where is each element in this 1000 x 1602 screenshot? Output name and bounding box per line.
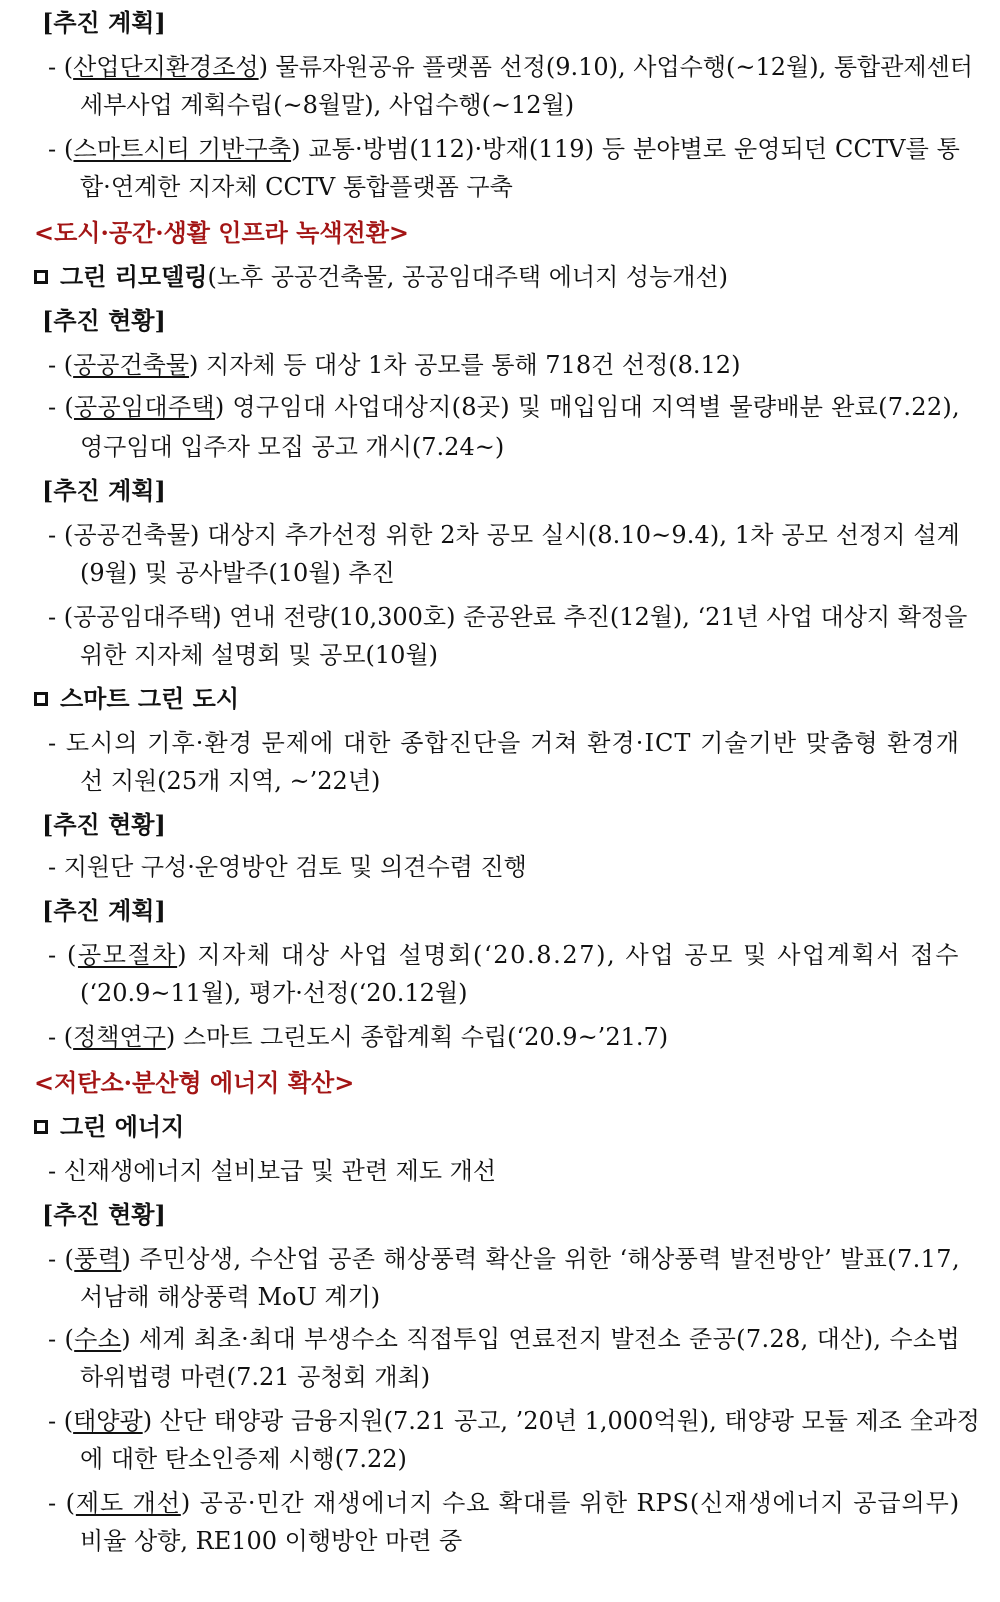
item-text: ) 주민상생, 수산업 공존 해상풍력 확산을 위한 ‘해상풍력 발전방안’ 발표(7.17, [121,1245,960,1273]
item-text: ) 영구임대 사업대상지(8곳) 및 매입임대 지역별 물량배분 완료(7.22), [214,393,960,421]
item-keyword: 정책연구 [73,1023,166,1051]
heading-title: 그린 에너지 [60,1112,185,1141]
item-text: ) 지자체 대상 사업 설명회(‘20.8.27), 사업 공모 및 사업계획서 접수 [177,941,960,969]
square-heading [34,262,1000,292]
continuation-line: (9월) 및 공사발주(10월) 추진 [80,559,395,587]
continuation-line: 에 대한 탄소인증제 시행(7.22) [80,1445,407,1473]
item-paren: ( [66,941,78,969]
continuation-line: 영구임대 입주자 모집 공고 개시(7.24~) [80,433,505,461]
section-label: [추진 현황] [42,1200,166,1229]
heading-title: 그린 리모델링 [60,262,208,291]
dash-bullet: - [48,521,64,549]
item-text: ) 공공·민간 재생에너지 수요 확대를 위한 RPS(신재생에너지 공급의무) [180,1489,960,1517]
item-text: 공공임대주택) 연내 전량(10,300호) 준공완료 추진(12월), ‘21년 사업 대상지 확정을 [73,603,968,631]
item-paren: ( [64,1245,75,1273]
square-bullet-icon [34,270,48,284]
item-text: 신재생에너지 설비보급 및 관련 제도 개선 [63,1157,497,1185]
dash-bullet: - [48,1245,65,1273]
dash-bullet: - [48,53,64,81]
item-text: ) 지자체 등 대상 1차 공모를 통해 718건 선정(8.12) [189,351,741,379]
section-label: [추진 계획] [42,476,166,505]
bullet-item [48,392,1000,422]
dash-bullet: - [48,1407,64,1435]
continuation-line: 하위법령 마련(7.21 공청회 개최) [80,1363,431,1391]
square-heading [34,684,1000,714]
bullet-item [48,350,1000,380]
item-keyword: 수소 [74,1325,122,1353]
dash-bullet: - [48,1023,64,1051]
section-label: [추진 현황] [42,810,166,839]
continuation-line: 비율 상향, RE100 이행방안 마련 중 [80,1527,463,1555]
continuation-line: 선 지원(25개 지역, ~’22년) [80,767,381,795]
bullet-item [48,602,1000,632]
item-text: ) 교통·방범(112)·방재(119) 등 분야별로 운영되던 CCTV를 통 [291,135,960,163]
continuation-line: 서남해 해상풍력 MoU 계기) [80,1283,381,1311]
item-paren: ( [63,1407,74,1435]
item-paren: ( [63,521,74,549]
continuation-line: (‘20.9~11월), 평가·선정(‘20.12월) [80,979,468,1007]
dash-bullet: - [48,603,64,631]
bullet-item [48,852,1000,882]
section-label: [추진 계획] [42,896,166,925]
square-bullet-icon [34,692,48,706]
item-text: ) 산단 태양광 금융지원(7.21 공고, ’20년 1,000억원), 태양광 모듈 제조 全과정 [142,1407,980,1435]
dash-bullet: - [48,941,67,969]
bullet-item [48,1324,1000,1354]
item-paren: ( [64,135,74,163]
item-text: 공공건축물) 대상지 추가선정 위한 2차 공모 실시(8.10~9.4), 1차 공모 선정지 설계 [73,521,960,549]
bullet-item [48,52,1000,82]
item-keyword: 제도 개선 [75,1489,181,1517]
dash-bullet: - [48,1489,66,1517]
dash-bullet: - [48,351,64,379]
heading-title: 스마트 그린 도시 [60,684,239,713]
item-paren: ( [64,393,74,421]
item-paren: ( [63,603,74,631]
item-paren: ( [63,1023,74,1051]
item-keyword: 풍력 [74,1245,122,1273]
category-heading: <도시·공간·생활 인프라 녹색전환> [34,218,410,247]
item-text: ) 스마트 그린도시 종합계획 수립(‘20.9~’21.7) [165,1023,669,1051]
dash-bullet: - [48,729,66,757]
bullet-item [48,1022,1000,1052]
heading-subtitle: (노후 공공건축물, 공공임대주택 에너지 성능개선) [207,263,729,291]
item-text: ) 물류자원공유 플랫폼 선정(9.10), 사업수행(~12월), 통합관제센터 [258,53,973,81]
dash-bullet: - [48,1157,64,1185]
bullet-item [48,134,1000,164]
item-paren: ( [64,1325,75,1353]
bullet-item [48,1156,1000,1186]
item-keyword: 공모절차 [77,941,178,969]
square-heading [34,1112,1000,1142]
bullet-item [48,520,1000,550]
dash-bullet: - [48,1325,65,1353]
item-keyword: 스마트시티 기반구축 [73,135,292,163]
item-keyword: 공공임대주택 [73,393,215,421]
item-keyword: 태양광 [73,1407,143,1435]
item-keyword: 공공건축물 [73,351,190,379]
item-paren: ( [63,53,74,81]
dash-bullet: - [48,853,64,881]
item-text: ) 세계 최초·최대 부생수소 직접투입 연료전지 발전소 준공(7.28, 대산), 수소법 [121,1325,960,1353]
item-keyword: 산업단지환경조성 [73,53,259,81]
item-text: 지원단 구성·운영방안 검토 및 의견수렴 진행 [63,853,527,881]
dash-bullet: - [48,135,64,163]
item-paren: ( [65,1489,76,1517]
category-heading: <저탄소·분산형 에너지 확산> [34,1068,355,1097]
continuation-line: 합·연계한 지자체 CCTV 통합플랫폼 구축 [80,173,513,201]
continuation-line: 위한 지자체 설명회 및 공모(10월) [80,641,438,669]
square-bullet-icon [34,1120,48,1134]
bullet-item [48,1406,1000,1436]
dash-bullet: - [48,393,65,421]
bullet-item [48,1488,1000,1518]
item-paren: ( [63,351,74,379]
bullet-item [48,1244,1000,1274]
section-label: [추진 계획] [42,8,166,37]
section-label: [추진 현황] [42,306,166,335]
bullet-item [48,728,1000,758]
item-text: 도시의 기후·환경 문제에 대한 종합진단을 거쳐 환경·ICT 기술기반 맞춤형 환경개 [65,729,960,757]
bullet-item [48,940,1000,970]
continuation-line: 세부사업 계획수립(~8월말), 사업수행(~12월) [80,91,575,119]
